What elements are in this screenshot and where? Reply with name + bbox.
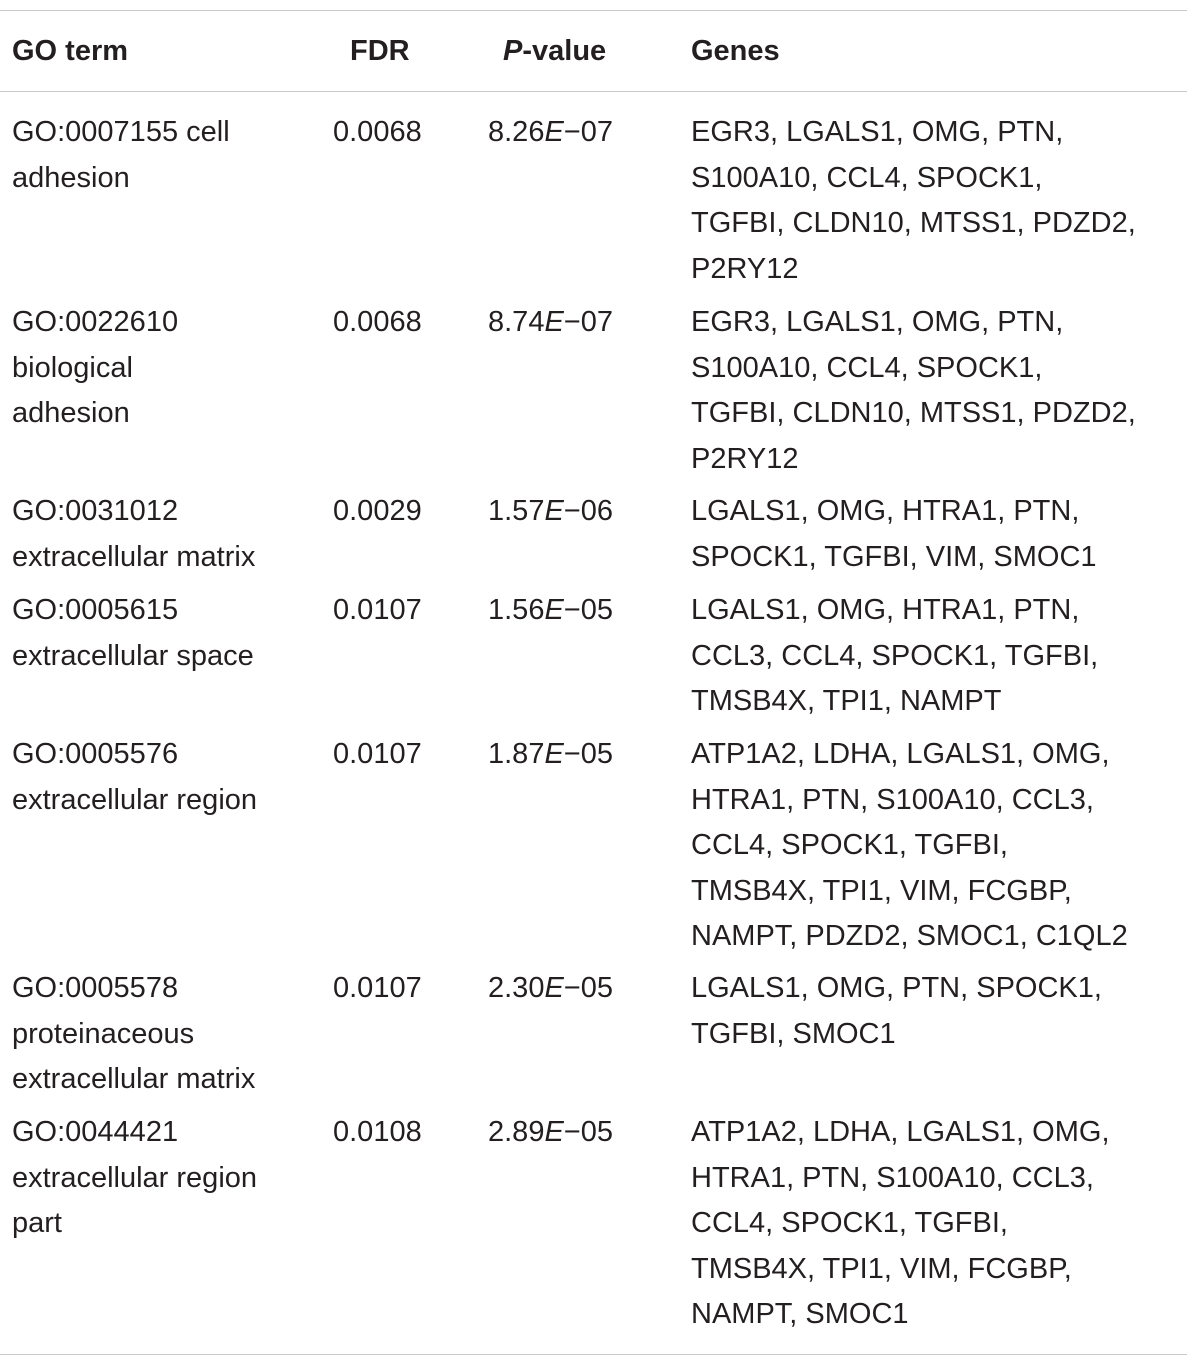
genes-line: TGFBI, CLDN10, MTSS1, PDZD2, <box>691 207 1136 239</box>
genes-line: NAMPT, PDZD2, SMOC1, C1QL2 <box>691 920 1128 952</box>
cell-go-term <box>12 588 254 679</box>
header-genes: Genes <box>691 35 780 67</box>
p-value-exponent: −05 <box>563 738 613 770</box>
cell-fdr: 0.0108 <box>333 1116 422 1148</box>
cell-p-value <box>488 1110 613 1156</box>
cell-fdr: 0.0029 <box>333 495 422 527</box>
genes-line: S100A10, CCL4, SPOCK1, <box>691 351 1043 384</box>
cell-p-value <box>488 732 613 778</box>
p-value-mantissa: 1.57 <box>488 495 545 527</box>
go-term-line: extracellular matrix <box>12 1063 256 1095</box>
genes-line: TMSB4X, TPI1, NAMPT <box>691 685 1002 717</box>
cell-go-term <box>12 300 178 437</box>
cell-p-value <box>488 966 613 1012</box>
genes-line: TGFBI, SMOC1 <box>691 1017 896 1050</box>
p-value-mantissa: 1.56 <box>488 594 545 626</box>
cell-go-term <box>12 110 230 201</box>
header-p-value <box>503 29 606 75</box>
p-value-mantissa: 2.89 <box>488 1116 545 1148</box>
genes-line: HTRA1, PTN, S100A10, CCL3, <box>691 783 1094 816</box>
cell-go-term <box>12 732 257 823</box>
cell-fdr: 0.0107 <box>333 738 422 770</box>
p-value-exponent: −05 <box>563 972 613 1004</box>
cell-genes <box>691 489 1097 580</box>
go-term-line: GO:0007155 cell <box>12 116 230 148</box>
go-term-line: GO:0005578 <box>12 972 179 1004</box>
genes-line: CCL3, CCL4, SPOCK1, TGFBI, <box>691 639 1099 672</box>
cell-p-value <box>488 110 613 156</box>
go-term-line: biological <box>12 351 133 384</box>
go-term-line: GO:0005576 <box>12 738 179 770</box>
go-term-line: adhesion <box>12 397 130 429</box>
go-term-line: adhesion <box>12 161 130 194</box>
genes-line: TGFBI, CLDN10, MTSS1, PDZD2, <box>691 397 1136 429</box>
cell-go-term <box>12 489 255 580</box>
genes-line: TMSB4X, TPI1, VIM, FCGBP, <box>691 1252 1072 1285</box>
genes-line: HTRA1, PTN, S100A10, CCL3, <box>691 1161 1094 1194</box>
cell-p-value <box>488 489 613 535</box>
go-term-line: proteinaceous <box>12 1017 195 1050</box>
p-value-exponent: −05 <box>563 1116 613 1148</box>
p-value-e: E <box>544 116 564 148</box>
header-rule <box>0 91 1187 92</box>
go-term-line: part <box>12 1207 62 1239</box>
genes-line: SPOCK1, TGFBI, VIM, SMOC1 <box>691 540 1097 573</box>
cell-p-value <box>488 588 613 634</box>
cell-genes <box>691 966 1102 1057</box>
p-value-mantissa: 8.74 <box>488 306 545 338</box>
genes-line: ATP1A2, LDHA, LGALS1, OMG, <box>691 738 1110 770</box>
genes-line: S100A10, CCL4, SPOCK1, <box>691 161 1043 194</box>
genes-line: EGR3, LGALS1, OMG, PTN, <box>691 116 1064 148</box>
cell-genes <box>691 300 1136 482</box>
p-value-e: E <box>544 972 564 1004</box>
header-p-value-prefix: P <box>503 35 523 67</box>
cell-genes <box>691 110 1136 292</box>
p-value-mantissa: 1.87 <box>488 738 545 770</box>
header-go-term: GO term <box>12 35 129 67</box>
cell-fdr: 0.0107 <box>333 972 422 1004</box>
header-p-value-suffix: -value <box>522 35 607 67</box>
p-value-e: E <box>544 306 564 338</box>
cell-fdr: 0.0107 <box>333 594 422 626</box>
cell-genes <box>691 588 1098 725</box>
genes-line: P2RY12 <box>691 442 799 475</box>
genes-line: P2RY12 <box>691 252 799 285</box>
p-value-e: E <box>544 495 564 527</box>
p-value-exponent: −05 <box>563 594 613 626</box>
cell-fdr: 0.0068 <box>333 306 422 338</box>
p-value-mantissa: 8.26 <box>488 116 545 148</box>
genes-line: LGALS1, OMG, HTRA1, PTN, <box>691 495 1080 527</box>
p-value-e: E <box>544 1116 564 1148</box>
genes-line: EGR3, LGALS1, OMG, PTN, <box>691 306 1064 338</box>
genes-line: TMSB4X, TPI1, VIM, FCGBP, <box>691 874 1072 907</box>
genes-line: LGALS1, OMG, PTN, SPOCK1, <box>691 972 1102 1004</box>
go-term-line: GO:0005615 <box>12 594 179 626</box>
header-fdr: FDR <box>350 35 410 67</box>
p-value-exponent: −07 <box>563 116 613 148</box>
p-value-exponent: −07 <box>563 306 613 338</box>
go-term-line: extracellular matrix <box>12 540 256 573</box>
cell-go-term <box>12 1110 257 1247</box>
table-bottom-rule <box>0 1354 1187 1355</box>
go-term-line: GO:0022610 <box>12 306 179 338</box>
go-term-line: extracellular space <box>12 639 254 672</box>
genes-line: NAMPT, SMOC1 <box>691 1298 909 1330</box>
cell-fdr: 0.0068 <box>333 116 422 148</box>
go-term-line: GO:0031012 <box>12 495 179 527</box>
cell-p-value <box>488 300 613 346</box>
p-value-e: E <box>544 738 564 770</box>
go-term-line: extracellular region <box>12 783 258 816</box>
p-value-mantissa: 2.30 <box>488 972 545 1004</box>
cell-go-term <box>12 966 255 1103</box>
table-top-rule <box>0 10 1187 11</box>
go-term-line: extracellular region <box>12 1161 258 1194</box>
p-value-e: E <box>544 594 564 626</box>
go-term-line: GO:0044421 <box>12 1116 179 1148</box>
cell-genes <box>691 732 1128 960</box>
cell-genes <box>691 1110 1110 1338</box>
genes-line: CCL4, SPOCK1, TGFBI, <box>691 1207 1008 1239</box>
genes-line: LGALS1, OMG, HTRA1, PTN, <box>691 594 1080 626</box>
genes-line: ATP1A2, LDHA, LGALS1, OMG, <box>691 1116 1110 1148</box>
genes-line: CCL4, SPOCK1, TGFBI, <box>691 829 1008 861</box>
p-value-exponent: −06 <box>563 495 613 527</box>
